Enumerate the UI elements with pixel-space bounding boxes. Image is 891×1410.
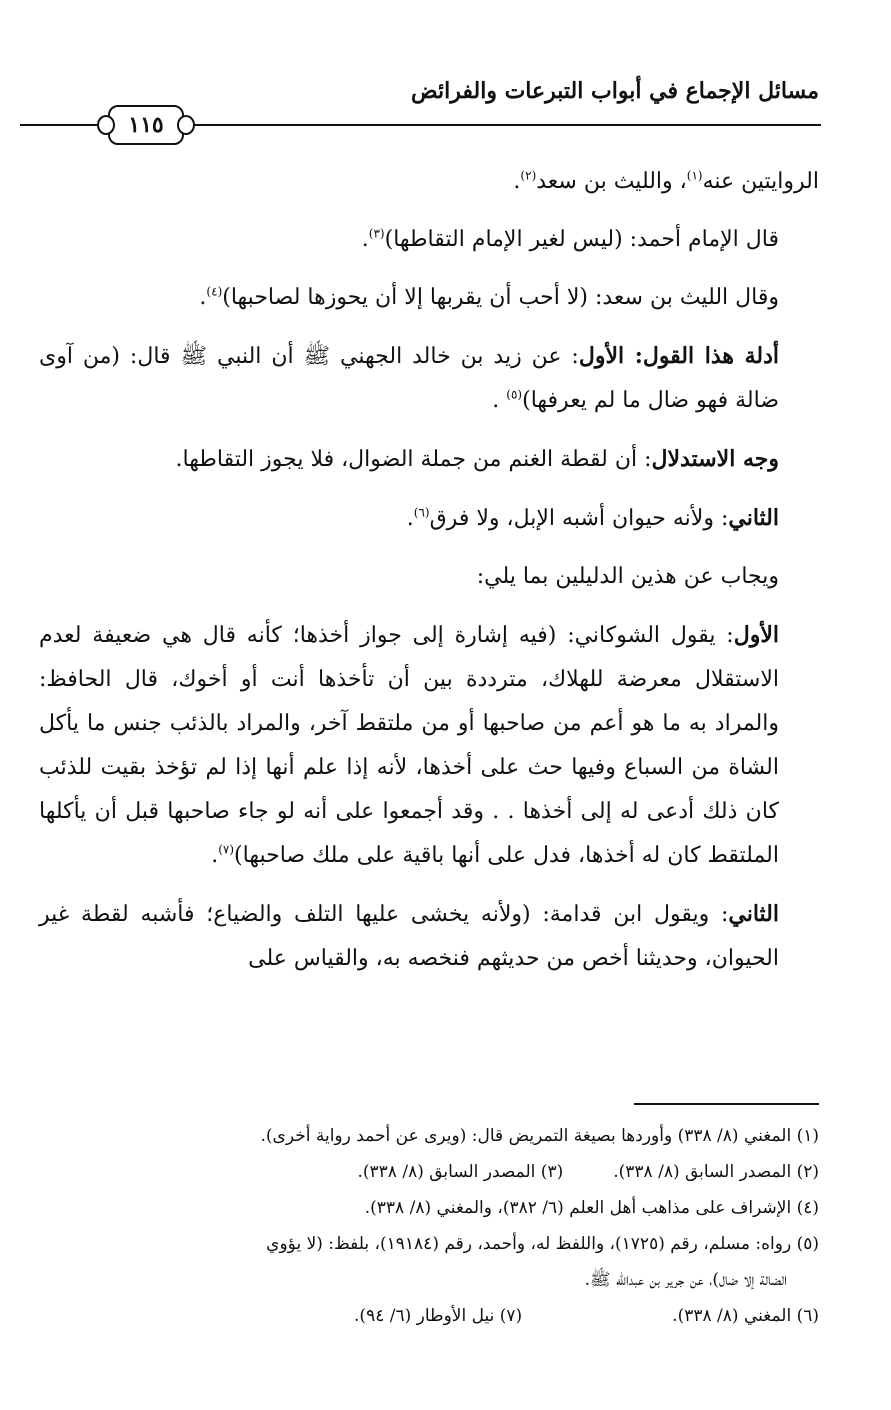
page-number-frame (108, 105, 184, 145)
footnote-ref-7: (٧) (218, 842, 235, 857)
footnote-4: (٤) الإشراف على مذاهب أهل العلم (٦/ ٣٨٢)، والمغني (٨/ ٣٣٨). (364, 1198, 819, 1218)
footnote-ref-4: (٤) (206, 284, 223, 299)
paragraph-4-end: . (492, 388, 507, 413)
footnotes (39, 1118, 819, 1334)
paragraph-5-text: : أن لقطة الغنم من جملة الضوال، فلا يجوز التقاطها. (175, 447, 652, 472)
footnote-2: (٢) المصدر السابق (٨/ ٣٣٨). (613, 1162, 819, 1182)
paragraph-6 (39, 496, 819, 541)
footnote-5-line-2: الضالة إلا ضال)، عن جرير بن عبدالله ﷺ. (584, 1270, 787, 1290)
paragraph-6-end: . (406, 506, 414, 531)
paragraph-8-end: . (211, 843, 219, 868)
paragraph-4 (39, 334, 819, 423)
footnote-7: (٧) نيل الأوطار (٦/ ٩٤). (354, 1306, 523, 1326)
paragraph-2-text: قال الإمام أحمد: (ليس لغير الإمام التقاطها) (384, 227, 779, 252)
paragraph-3 (39, 276, 819, 320)
paragraph-9-text: : ويقول ابن قدامة: (ولأنه يخشى عليها التلف والضياع؛ فأشبه لقطة غير الحيوان، وحديثنا أخص من حديثهم فنخصه به، والقياس على (39, 902, 779, 971)
footnote-ref-2: (٢) (520, 168, 537, 183)
footnote-1: (١) المغني (٨/ ٣٣٨) وأوردها بصيغة التمريض قال: (ويرى عن أحمد رواية أخرى). (260, 1126, 819, 1146)
main-text (39, 160, 819, 995)
footnote-ref-6: (٦) (413, 505, 430, 520)
footnote-row-2-3 (39, 1154, 819, 1190)
paragraph-8 (39, 613, 819, 878)
footnote-6: (٦) المغني (٨/ ٣٣٨). (672, 1306, 819, 1326)
inference-heading: وجه الاستدلال (651, 446, 779, 472)
paragraph-5 (39, 437, 819, 482)
paragraph-1-text: الروايتين عنه (702, 169, 819, 194)
paragraph-2-end: . (361, 227, 369, 252)
running-header-title: مسائل الإجماع في أبواب التبرعات والفرائض (411, 78, 819, 104)
first-reply-heading: الأول (733, 622, 779, 648)
paragraph-1-text-2: ، والليث بن سعد (536, 169, 687, 194)
paragraph-6-text: : ولأنه حيوان أشبه الإبل، ولا فرق (429, 506, 729, 531)
paragraph-3-text: وقال الليث بن سعد: (لا أحب أن يقربها إلا أن يحوزها لصاحبها) (222, 285, 779, 310)
second-evidence-heading: الثاني (728, 505, 779, 531)
evidence-heading: أدلة هذا القول: الأول (578, 343, 779, 369)
paragraph-4-text: : عن زيد بن خالد الجهني ﷺ أن النبي ﷺ قال: (من آوى ضالة فهو ضال ما لم يعرفها) (39, 344, 779, 413)
footnote-ref-5: (٥) (506, 387, 523, 402)
paragraph-7 (39, 555, 819, 599)
footnote-separator (634, 1103, 819, 1105)
footnote-ref-3: (٣) (368, 226, 385, 241)
footnote-3: (٣) المصدر السابق (٨/ ٣٣٨). (357, 1162, 564, 1182)
paragraph-2 (39, 218, 819, 262)
footnote-ref-1: (١) (686, 168, 703, 183)
paragraph-9 (39, 892, 819, 981)
footnote-5-line-1: (٥) رواه: مسلم، رقم (١٧٢٥)، واللفظ له، وأحمد، رقم (١٩١٨٤)، بلفظ: (لا يؤوي (266, 1234, 819, 1254)
paragraph-1-end: . (513, 169, 521, 194)
paragraph-3-end: . (199, 285, 207, 310)
second-reply-heading: الثاني (728, 901, 779, 927)
paragraph-8-text: : يقول الشوكاني: (فيه إشارة إلى جواز أخذها؛ كأنه قال هي ضعيفة لعدم الاستقلال معرضة للهلاك، مترددة بين أن تأخذها أنت أو أخوك، قال الحافظ: والمراد به ما هو أعم من صاحبها أو من ملتقط آخر، والمراد بالذئب جنس ما يأكل الشاة من السباع وفيها حث على أخذها، لأنه إذا علم أنها إذا لم تؤخذ بقيت للذئب كان ذلك أدعى له إلى أخذها . . وقد أجمعوا على أنه لو جاء صاحبها قبل أن يأكلها الملتقط كان له أخذها، فدل على أنها باقية على ملك صاحبها) (39, 623, 779, 868)
paragraph-1 (39, 160, 819, 204)
page-number: ١١٥ (128, 112, 164, 138)
paragraph-7-text: ويجاب عن هذين الدليلين بما يلي: (476, 564, 779, 589)
footnote-row-6-7 (39, 1298, 819, 1334)
